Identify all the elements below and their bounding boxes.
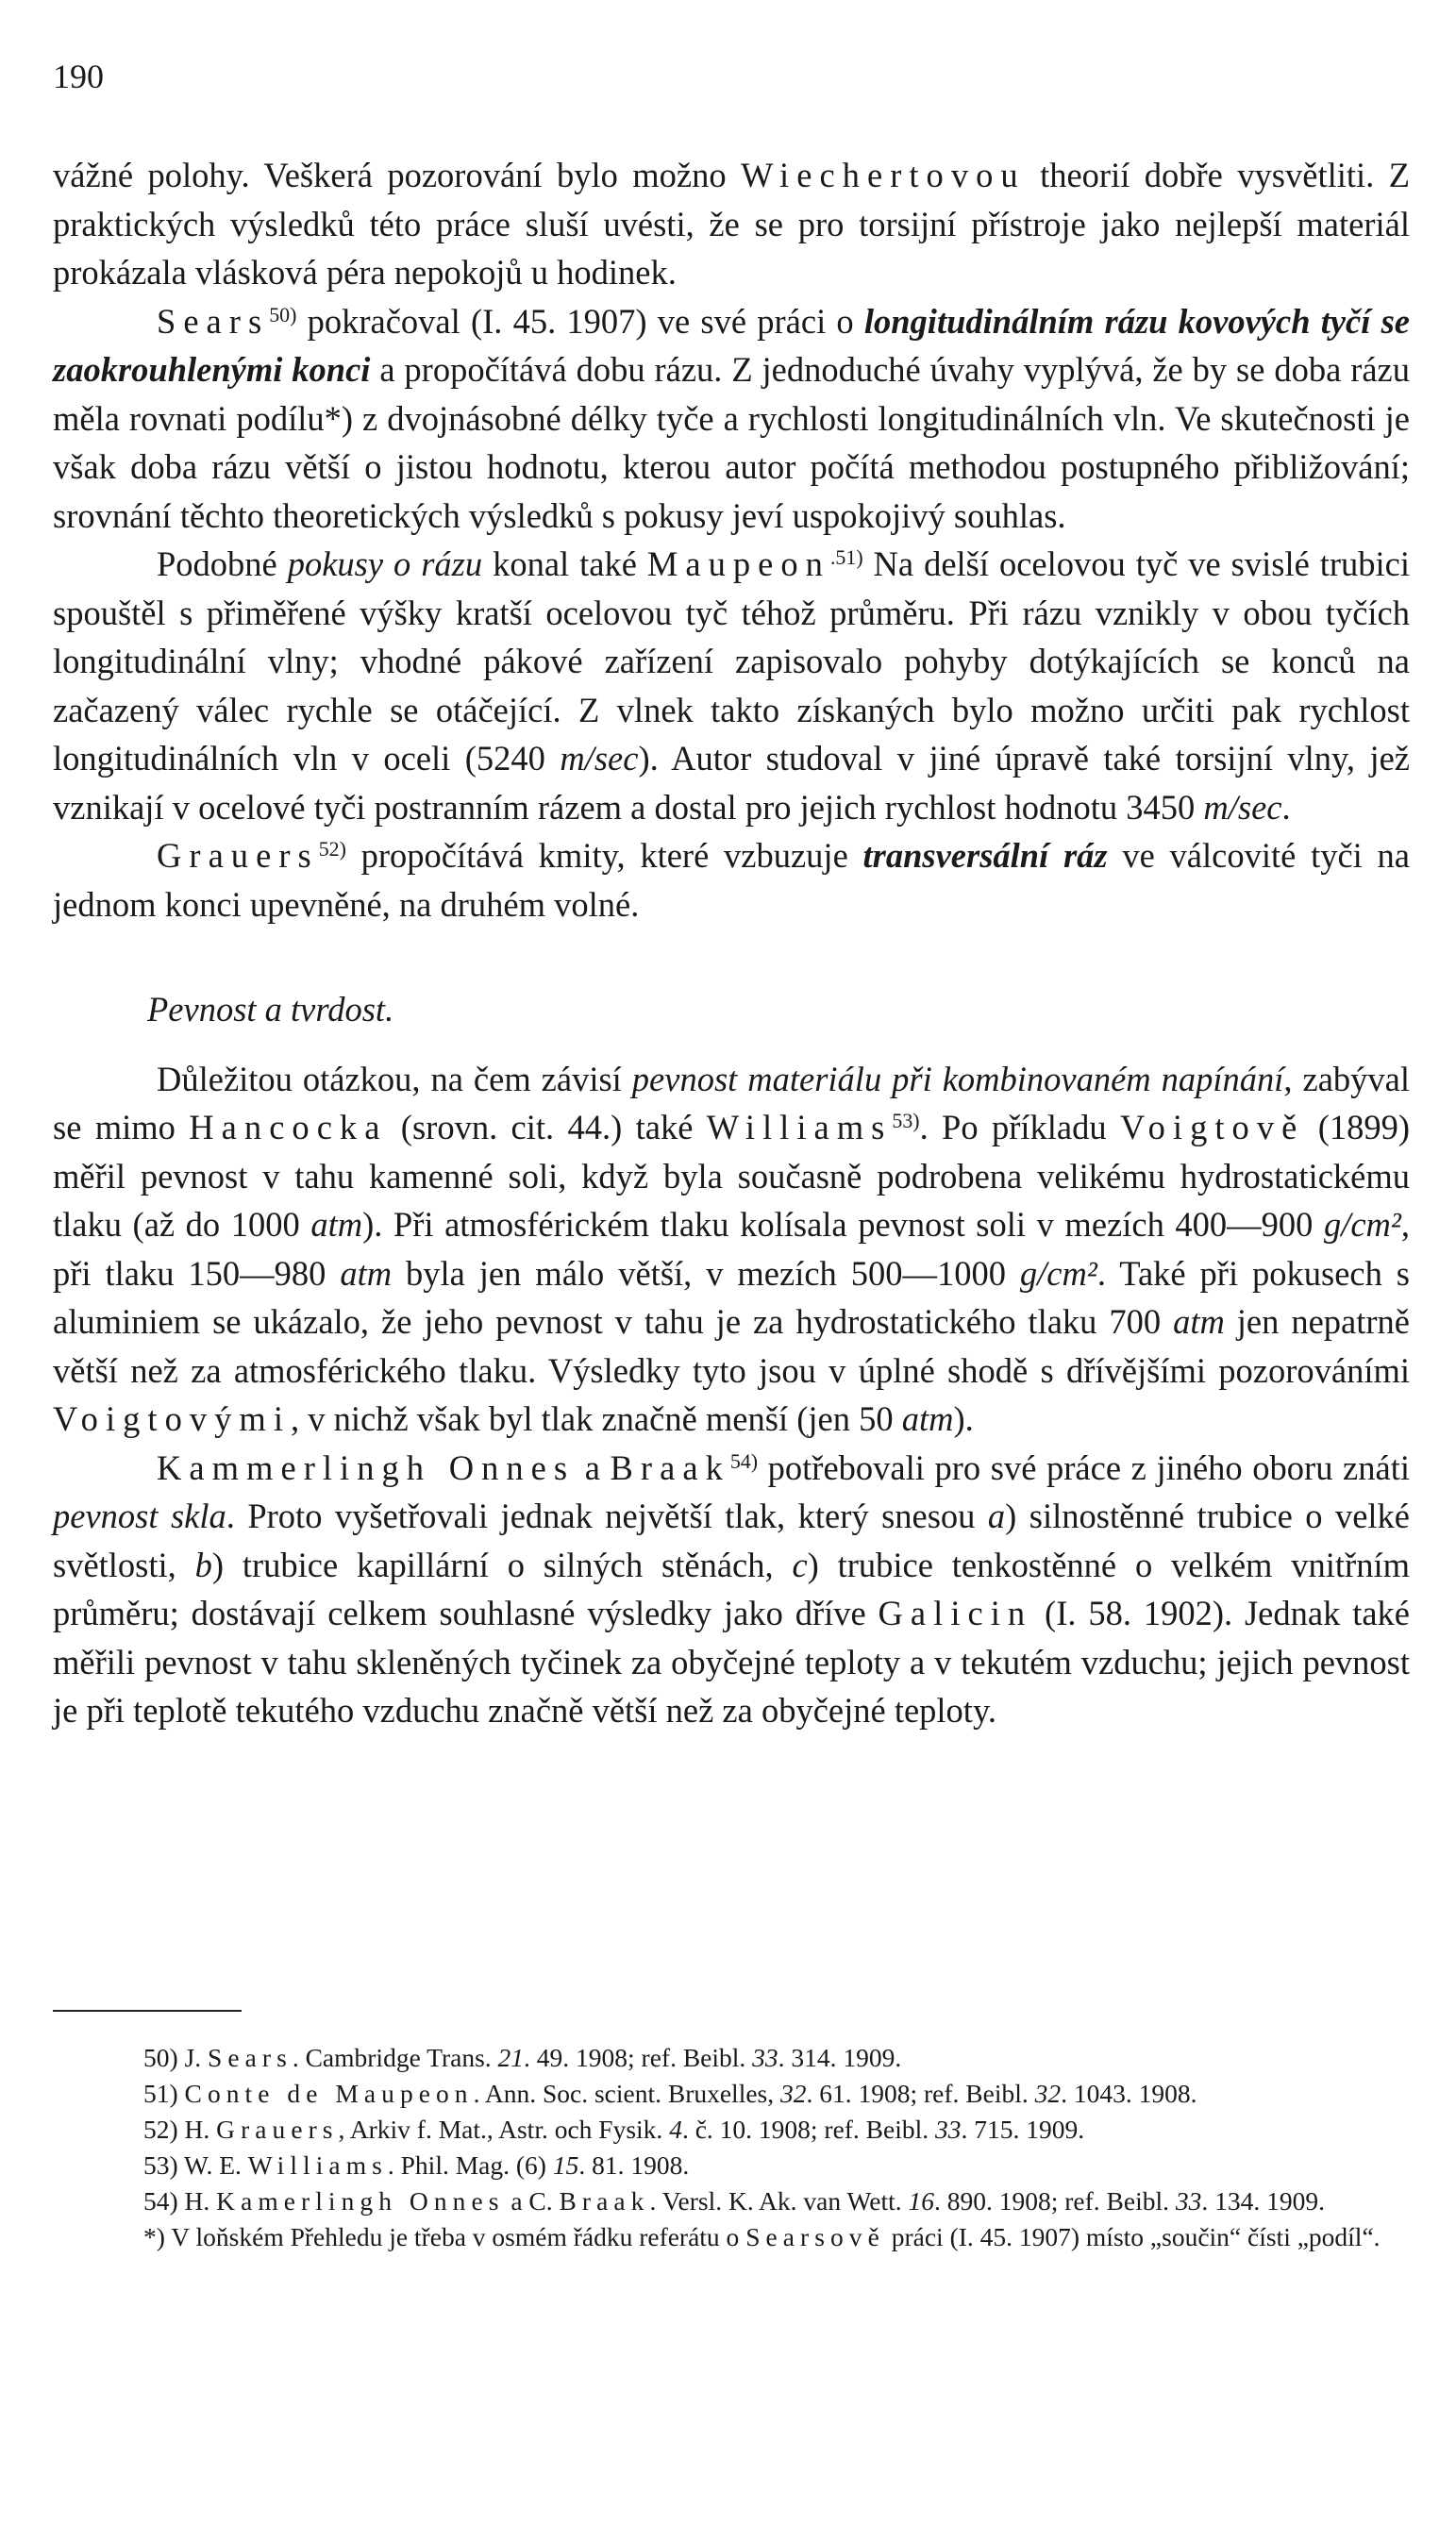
text-segment: . 61. 1908; ref. Beibl. [806, 2079, 1035, 2108]
text-segment: Braak [559, 2186, 650, 2216]
text-segment: 53) W. E. [143, 2150, 248, 2180]
text-segment: práci (I. 45. 1907) místo „součin“ čísti „podíl“. [884, 2222, 1381, 2251]
text-segment: theorií dobře vysvětliti. Z praktických výsledků této práce sluší uvésti, že se pro torsijní přístroje jako nejlepší materiál prokázala vlásková péra nepokojů u hodinek. [53, 156, 1410, 292]
text-segment: m/sec [1203, 787, 1282, 827]
text-segment: propočítává kmity, které vzbuzuje [345, 836, 863, 875]
text-segment: 15 [552, 2150, 579, 2180]
footnote [53, 2148, 1410, 2183]
text-segment: vážné polohy. Veškerá pozorování bylo možno [53, 156, 742, 194]
text-segment: Conte de Maupeon [184, 2079, 474, 2108]
text-segment: ). [953, 1399, 974, 1438]
text-segment: Braak [610, 1447, 730, 1487]
text-segment: Grauers [157, 836, 319, 875]
text-segment: ) trubice tenkostěnné o velkém vnitřním průměru; dostávají celkem souhlasné výsledky jako dříve [53, 1545, 1410, 1632]
text-segment: m/sec [560, 739, 639, 778]
footnote-ref: 54) [729, 1448, 759, 1473]
text-segment: Williams [247, 2150, 388, 2180]
text-segment: Williams [706, 1108, 893, 1146]
text-segment: transversální ráz [862, 836, 1108, 875]
text-segment: , Arkiv f. Mat., Astr. och Fysik. [338, 2115, 670, 2144]
footnotes [53, 2040, 1410, 2255]
text-segment: atm [901, 1399, 954, 1438]
text-segment: Důležitou otázkou, na čem závisí [157, 1059, 632, 1098]
text-segment: Voigtovými [53, 1399, 292, 1438]
footnote-separator [53, 2010, 242, 2012]
paragraph [53, 540, 1410, 831]
text-segment: (I. 58. 1902). Jednak také měřili pevnost v tahu skleněných tyčinek za obyčejné teploty a v tekutém vzduchu; jejich pevnost je při teplotě tekutého vzduchu značně větší než za obyčejné teploty. [53, 1594, 1410, 1730]
text-segment: a propočítává dobu rázu. Z jednoduché úvahy vyplývá, že by se doba rázu měla rovnati podílu*) z dvojnásobné délky tyče a rychlosti longitudinálních vln. Ve skutečnosti je však doba rázu větší o jistou hodnotu, kterou autor počítá methodou postupného přibližování; srovnání těchto theoretických výsledků s pokusy jeví uspokojivý souhlas. [53, 350, 1410, 535]
text-segment: . 1043. 1908. [1061, 2079, 1197, 2108]
footnote [53, 2183, 1410, 2218]
text-segment: atm [340, 1253, 393, 1293]
text-segment: 52) H. [143, 2115, 217, 2144]
paragraph [53, 831, 1410, 928]
text-segment: 33 [1175, 2186, 1202, 2216]
text-segment: . 81. 1908. [578, 2150, 690, 2180]
text-segment: , v nichž však byl tlak značně menší (jen 50 [291, 1399, 902, 1438]
body-text [53, 151, 1410, 1735]
section-heading [53, 985, 1410, 1034]
text-segment: pokusy o rázu [287, 544, 483, 583]
text-segment: Kammerlingh Onnes [157, 1447, 576, 1487]
text-segment: Maupeon [646, 544, 830, 583]
text-segment: 33 [935, 2115, 962, 2144]
text-segment: 32 [780, 2079, 807, 2108]
footnote-ref: 50) [269, 302, 297, 326]
text-segment: pevnost skla [53, 1497, 226, 1535]
footnote [53, 2219, 1410, 2254]
text-segment: *) V loňském Přehledu je třeba v osmém řádku referátu o [143, 2222, 746, 2251]
text-segment: ). Autor studoval v jiné úpravě také torsijní vlny, jež vznikají v ocelové tyči postranním rázem a dostal pro jejich rychlost hodnotu 3450 [53, 739, 1411, 827]
text-segment: 21 [497, 2043, 525, 2072]
text-segment: 16 [908, 2186, 934, 2216]
text-segment: 54) H. [143, 2186, 217, 2216]
footnote [53, 2076, 1410, 2111]
text-segment: , při tlaku 150—980 [53, 1205, 1410, 1293]
text-segment: a C. [504, 2186, 560, 2216]
text-segment: . 314. 1909. [778, 2043, 902, 2072]
text-segment: , zabýval se mimo [53, 1059, 1410, 1146]
text-segment: ). Při atmosférickém tlaku kolísala pevnost soli v mezích 400—900 [362, 1205, 1324, 1244]
text-segment: 32 [1034, 2079, 1062, 2108]
text-segment: pokračoval (I. 45. 1907) ve své práci o [296, 301, 864, 341]
footnote-ref: 52) [318, 836, 346, 861]
text-segment: 33 [752, 2043, 778, 2072]
text-segment: Na delší ocelovou tyč ve svislé trubici spouštěl s přiměřené výšky kratší ocelovou tyč téhož průměru. Při rázu vznikly v obou tyčích longitudinální vlny; vhodné pákové zařízení zapisovalo pohyby dotýkajících se konců na začazený válec rychle se otáčející. Z vlnek takto získaných bylo možno určiti pak rychlost longitudinálních vln v oceli (5240 [53, 544, 1411, 778]
text-segment: 4 [669, 2115, 682, 2144]
text-segment: . [1281, 787, 1291, 827]
text-segment: atm [1173, 1302, 1225, 1341]
footnote [53, 2040, 1410, 2075]
text-segment: Podobné [157, 544, 288, 583]
text-segment: Searsově [745, 2222, 885, 2251]
text-segment: Pevnost a tvrdost. [147, 990, 394, 1029]
text-segment: . Versl. K. Ak. van Wett. [649, 2186, 909, 2216]
text-segment: Sears [157, 301, 270, 341]
paragraph [53, 297, 1410, 541]
text-segment: a [575, 1447, 611, 1487]
page-number: 190 [53, 58, 104, 95]
footnote-ref: .51) [829, 544, 863, 569]
text-segment: . Také při pokusech s aluminiem se ukázalo, že jeho pevnost v tahu je za hydrostatického tlaku 700 [53, 1253, 1411, 1341]
text-segment: potřebovali pro své práce z jiného oboru znáti [758, 1447, 1410, 1487]
text-segment: . 134. 1909. [1201, 2186, 1325, 2216]
text-segment: 51) [143, 2079, 185, 2108]
text-segment: (srovn. cit. 44.) také [387, 1108, 707, 1146]
text-segment: atm [310, 1205, 363, 1244]
text-segment: ve válcovité tyči na jednom konci upevněné, na druhém volné. [53, 836, 1410, 924]
footnote-ref: 53) [892, 1108, 920, 1132]
paragraph [53, 151, 1410, 297]
text-segment: . č. 10. 1908; ref. Beibl. [681, 2115, 936, 2144]
text-segment: byla jen málo větší, v mezích 500—1000 [392, 1253, 1020, 1293]
text-segment: Grauers [216, 2115, 339, 2144]
text-segment: Wiechertovou [741, 156, 1026, 194]
paragraph [53, 1444, 1410, 1735]
text-segment: jen nepatrně větší než za atmosférického tlaku. Výsledky tyto jsou v úplné shodě s dřívějšími pozorováními [53, 1302, 1410, 1390]
paragraph [53, 1055, 1410, 1444]
text-segment: ) silnostěnné trubice o velké světlosti, [53, 1497, 1410, 1584]
text-segment: ) trubice kapillární o silných stěnách, [211, 1545, 793, 1584]
text-segment: Sears [208, 2043, 293, 2072]
text-segment: . 49. 1908; ref. Beibl. [524, 2043, 753, 2072]
text-segment: . Proto vyšetřovali jednak největší tlak, který snesou [226, 1497, 988, 1535]
text-segment: konal také [482, 544, 647, 583]
text-segment: a [987, 1497, 1006, 1535]
text-segment: longitudinálním rázu kovových tyčí se zaokrouhlenými konci [53, 301, 1410, 389]
text-segment: Galicin [878, 1594, 1033, 1632]
text-segment: pevnost materiálu při kombinovaném napínání [631, 1059, 1284, 1098]
text-segment: b [194, 1545, 212, 1584]
text-segment: 50) J. [143, 2043, 208, 2072]
text-segment: Hancocka [189, 1108, 388, 1146]
text-segment: Kamerlingh Onnes [216, 2186, 505, 2216]
text-segment: g/cm² [1323, 1205, 1401, 1244]
text-segment: g/cm² [1019, 1253, 1097, 1293]
text-segment: c [792, 1545, 808, 1584]
text-segment: . Cambridge Trans. [292, 2043, 498, 2072]
text-segment: Voigtově [1119, 1108, 1305, 1146]
footnote [53, 2112, 1410, 2147]
text-segment: . Phil. Mag. (6) [387, 2150, 553, 2180]
text-segment: . Po příkladu [919, 1108, 1120, 1146]
text-segment: . 715. 1909. [961, 2115, 1085, 2144]
text-segment: . Ann. Soc. scient. Bruxelles, [473, 2079, 780, 2108]
text-segment: (1899) měřil pevnost v tahu kamenné soli, když byla současně podrobena velikému hydrostatickému tlaku (až do 1000 [53, 1108, 1411, 1244]
text-segment: . 890. 1908; ref. Beibl. [933, 2186, 1176, 2216]
